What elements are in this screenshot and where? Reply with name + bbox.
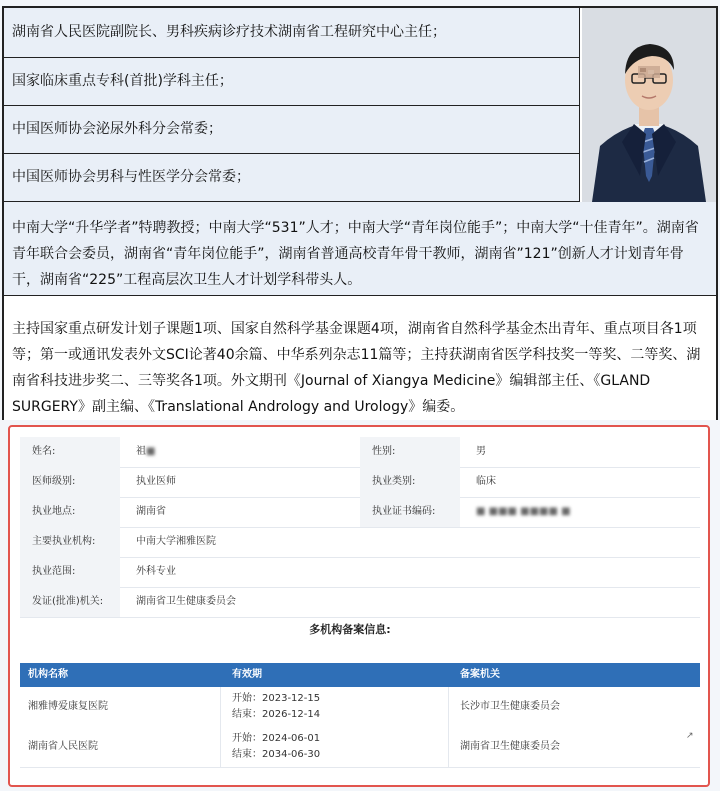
multi-institution-title: 多机构备案信息:	[309, 623, 391, 636]
record-row-institution	[20, 527, 700, 558]
row-validity	[232, 731, 320, 763]
row-authority: 湖南省卫生健康委员会	[460, 741, 560, 752]
bio-line-urology-committee: 中国医师协会泌尿外科分会常委；	[4, 106, 580, 154]
bio-line-andrology-committee: 中国医师协会男科与性医学分会常委；	[4, 154, 580, 202]
record-row-scope	[20, 557, 700, 588]
level-label: 医师级别:	[20, 467, 120, 497]
bio-table	[2, 6, 718, 420]
issuer-value: 湖南省卫生健康委员会	[136, 596, 236, 607]
record-row-location	[20, 497, 700, 528]
row-institution-name: 湖南省人民医院	[28, 741, 98, 752]
bio-line-research: 主持国家重点研发计划子课题1项、国家自然科学基金课题4项，湖南省自然科学基金杰出青年、重点项目各1项等；第一或通讯发表外文SCI论著40余篇、中华系列杂志11篇等；主持获湖南省医学科技奖一等奖、二等奖、湖南省科技进步奖二、三等奖各1项。外文期刊《Journal of Xiangya Medicine》编辑部主任、《GLAND SURGERY》副主编、《Translational Andrology and Urology》编委。	[4, 296, 716, 420]
cert-value-redacted: ■ ■■■ ■■■■ ■	[476, 506, 571, 517]
header-authority: 备案机关	[460, 669, 500, 680]
header-validity: 有效期	[232, 669, 262, 680]
gender-value: 男	[476, 446, 486, 457]
institution-label: 主要执业机构:	[20, 527, 120, 557]
multi-table-header	[20, 663, 700, 687]
practitioner-record-card	[8, 425, 710, 787]
record-row-level	[20, 467, 700, 498]
name-value: 祖■	[120, 437, 155, 467]
scope-value: 外科专业	[136, 566, 176, 577]
name-label: 姓名:	[20, 437, 120, 467]
institution-value: 中南大学湘雅医院	[136, 536, 216, 547]
category-label: 执业类别:	[360, 467, 460, 497]
row-end: 结束：2026-12-14	[232, 709, 321, 720]
level-value: 执业医师	[136, 476, 176, 487]
portrait-illustration	[582, 8, 716, 202]
scope-label: 执业范围:	[20, 557, 120, 587]
bio-line-discipline-director: 国家临床重点专科(首批)学科主任；	[4, 58, 580, 106]
location-label: 执业地点:	[20, 497, 120, 527]
record-row-name	[20, 437, 700, 468]
bio-line-vice-president: 湖南省人民医院副院长、男科疾病诊疗技术湖南省工程研究中心主任；	[4, 8, 580, 58]
cert-label: 执业证书编码:	[360, 497, 460, 527]
bio-line-honors: 中南大学“升华学者”特聘教授；中南大学“531”人才；中南大学“青年岗位能手”；中南大学“十佳青年”。湖南省青年联合会委员，湖南省“青年岗位能手”，湖南省普通高校青年骨干教师，湖南省”121”创新人才计划青年骨干，湖南省“225”工程高层次卫生人才计划学科带头人。	[4, 202, 716, 296]
row-institution-name: 湘雅博爱康复医院	[28, 701, 108, 712]
table-row	[20, 727, 700, 768]
row-end: 结束：2034-06-30	[232, 749, 321, 760]
row-start: 开始：2024-06-01	[232, 733, 321, 744]
location-value: 湖南省	[136, 506, 166, 517]
row-authority: 长沙市卫生健康委员会	[460, 701, 560, 712]
record-row-issuer	[20, 587, 700, 618]
corner-mark-icon: ↗	[686, 731, 694, 741]
row-validity	[232, 691, 320, 723]
header-institution: 机构名称	[28, 669, 68, 680]
row-start: 开始：2023-12-15	[232, 693, 321, 704]
table-row	[20, 687, 700, 728]
gender-label: 性别:	[360, 437, 460, 467]
category-value: 临床	[476, 476, 496, 487]
portrait-photo	[582, 8, 716, 203]
name-blurred: ■	[146, 446, 156, 457]
issuer-label: 发证(批准)机关:	[20, 587, 120, 617]
